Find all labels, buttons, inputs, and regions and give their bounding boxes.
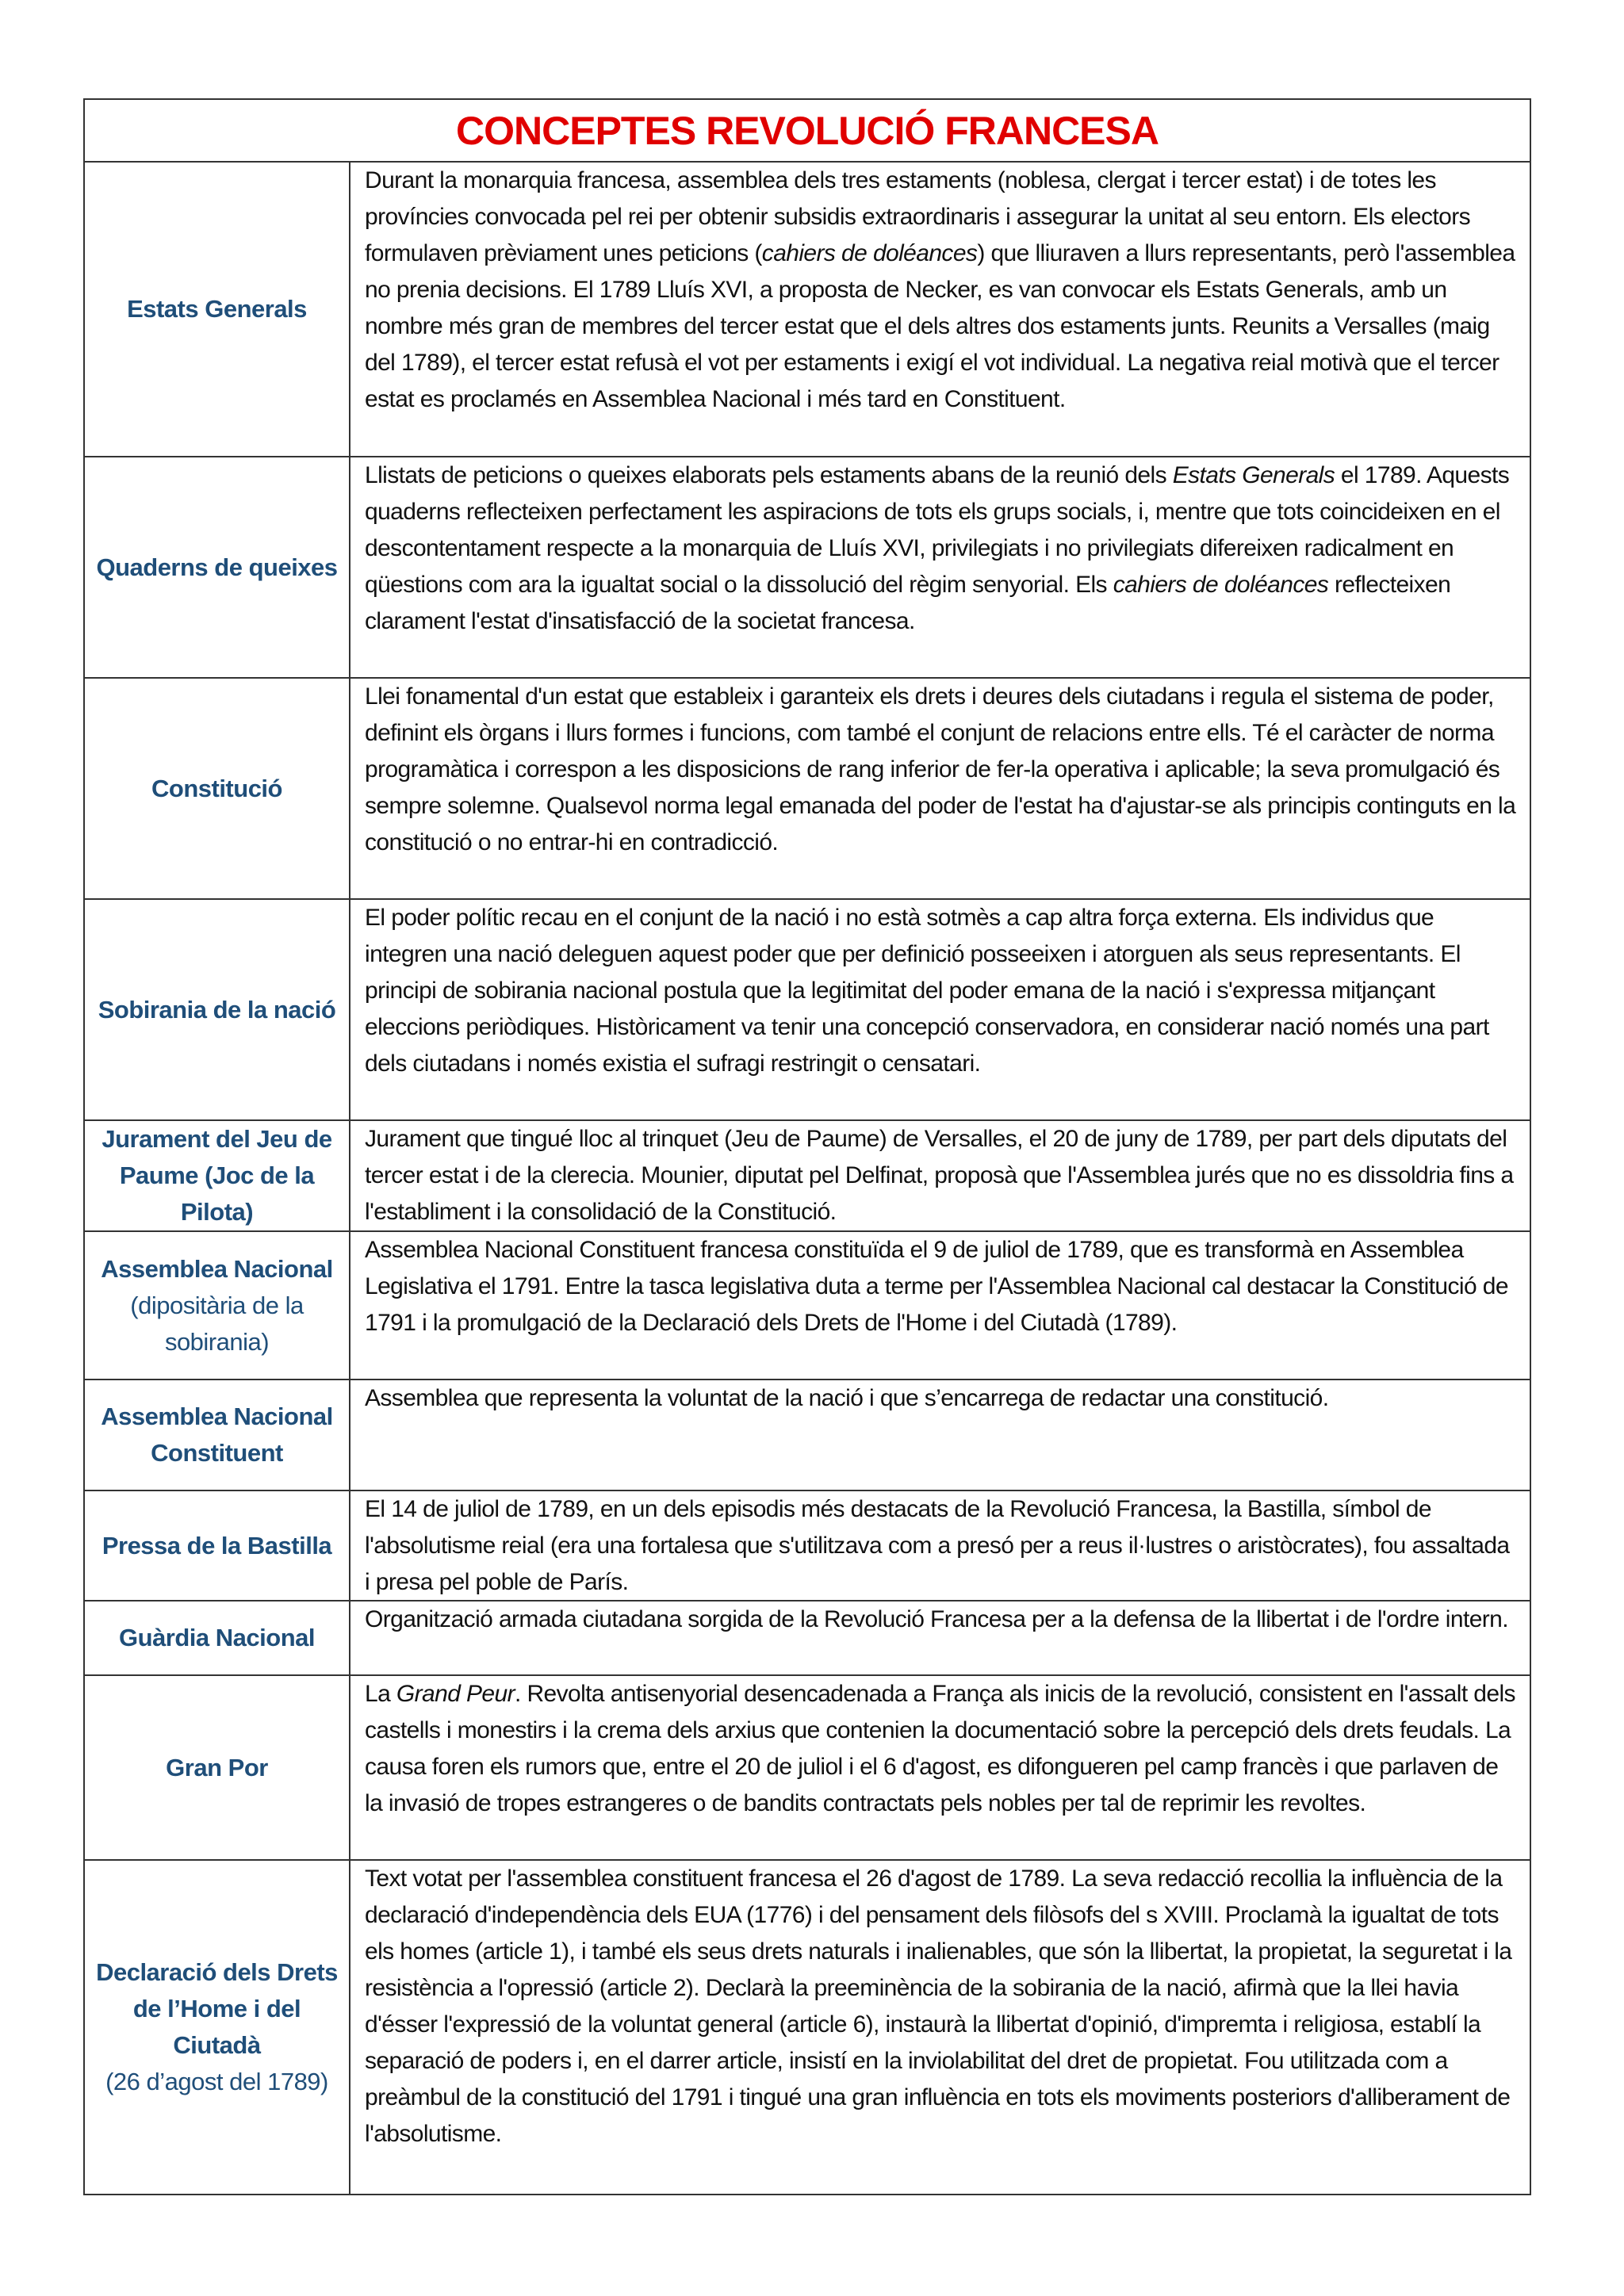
italic-term: Estats Generals <box>1172 462 1335 488</box>
definition-text: Llei fonamental d'un estat que estableix i garanteix els drets i deures dels ciutadans i regula el sistema de poder, definint els òrgans i llurs formes i funcions, com també el conjunt de relacions entre ells. Té el caràcter de norma programàtica i correspon a les disposicions de rang inferior de fer-la operativa i aplicable; la seva promulgació és sempre solemne. Qualsevol norma legal emanada del poder de l'estat ha d'ajustar-se als principis continguts en la constitució o no entrar-hi en contradicció. <box>365 683 1516 855</box>
concept-term-label: Quaderns de queixes <box>96 553 338 581</box>
concept-term <box>85 1491 350 1600</box>
concept-term <box>85 1601 350 1674</box>
page-title: CONCEPTES REVOLUCIÓ FRANCESA <box>456 108 1159 153</box>
concept-term <box>85 1676 350 1859</box>
definition-text: Organització armada ciutadana sorgida de la Revolució Francesa per a la defensa de la llibertat i de l'ordre intern. <box>365 1606 1508 1632</box>
concept-term-label: Pressa de la Bastilla <box>102 1531 332 1559</box>
table-row <box>85 1491 1530 1601</box>
definition-text: . Revolta antisenyorial desencadenada a França als inicis de la revolució, consistent en l'assalt dels castells i monestirs i la crema dels arxius que contenien la documentació sobre la percepció dels drets feudals. La causa foren els rumors que, entre el 20 de juliol i el 6 d'agost, es difongueren pel camp francès i que parlaven de la invasió de tropes estrangeres o de bandits contractats pels nobles per tal de reprimir les revoltes. <box>365 1681 1515 1816</box>
italic-term: cahiers de doléances <box>1113 572 1329 598</box>
definition-text: El poder polític recau en el conjunt de la nació i no està sotmès a cap altra força externa. Els individus que integren una nació deleguen aquest poder que per definició posseeixen i atorguen als seus representants. El principi de sobirania nacional postula que la legitimitat del poder emana de la nació i s'expressa mitjançant eleccions periòdiques. Històricament va tenir una concepció conservadora, en considerar nació només una part dels ciutadans i només existia el sufragi restringit o censatari. <box>365 905 1489 1077</box>
concept-term-label: Assemblea Nacional Constituent <box>101 1402 333 1467</box>
definition-text: reflecteixen clarament l'estat d'insatisfacció de la societat francesa. <box>365 572 1451 634</box>
title-row <box>85 100 1530 163</box>
table-row <box>85 1380 1530 1491</box>
definition-text: el 1789. Aquests quaderns reflecteixen perfectament les aspiracions de tots els grups socials, i, mentre que tots coincideixen en el descontentament respecte a la monarquia de Lluís XVI, privilegiats i no privilegiats difereixen radicalment en qüestions com ara la igualtat social o la dissolució del règim senyorial. Els <box>365 462 1510 598</box>
table-row <box>85 1861 1530 2194</box>
table-row <box>85 1232 1530 1380</box>
concept-term-label: Gran Por <box>166 1753 268 1781</box>
table-row <box>85 163 1530 457</box>
table-body <box>85 163 1530 2194</box>
concept-term-subtitle: (26 d’agost del 1789) <box>105 2068 328 2095</box>
table-row <box>85 457 1530 679</box>
concept-definition <box>350 1232 1530 1379</box>
definition-text: El 14 de juliol de 1789, en un dels episodis més destacats de la Revolució Francesa, la Bastilla, símbol de l'absolutisme reial (era una fortalesa que s'utilitzava com a presó per a reus il·lustres o aristòcrates), fou assaltada i presa pel poble de París. <box>365 1496 1510 1595</box>
concept-term-label: Estats Generals <box>127 295 307 323</box>
concept-term-label: Sobirania de la nació <box>98 995 336 1024</box>
concept-term-label: Assemblea Nacional <box>101 1254 333 1283</box>
concept-term <box>85 900 350 1119</box>
concept-definition <box>350 1601 1530 1674</box>
table-row <box>85 900 1530 1121</box>
concept-definition <box>350 1861 1530 2194</box>
concept-definition <box>350 1380 1530 1490</box>
concept-definition <box>350 679 1530 898</box>
concept-term <box>85 457 350 677</box>
table-row <box>85 1676 1530 1861</box>
concept-definition <box>350 163 1530 456</box>
definition-text: Text votat per l'assemblea constituent francesa el 26 d'agost de 1789. La seva redacció recollia la influència de la declaració d'independència dels EUA (1776) i del pensament dels filòsofs del s XVIII. Proclamà la igualtat de tots els homes (article 1), i també els seus drets naturals i inalienables, que són la llibertat, la propietat, la seguretat i la resistència a l'opressió (article 2). Declarà la preeminència de la sobirania de la nació, afirmà que la llei havia d'ésser l'expressió de la voluntat general (article 6), instaurà la llibertat d'opinió, d'impremta i religiosa, establí la separació de poders i, en el darrer article, insistí en la inviolabilitat del dret de propietat. Fou utilitzada com a preàmbul de la constitució del 1791 i tingué una gran influència en tots els moviments posteriors d'alliberament de l'absolutisme. <box>365 1866 1512 2147</box>
definition-text: Llistats de peticions o queixes elaborats pels estaments abans de la reunió dels <box>365 462 1173 488</box>
table-row <box>85 1601 1530 1676</box>
concept-definition <box>350 457 1530 677</box>
definition-text: ) que lliuraven a llurs representants, però l'assemblea no prenia decisions. El 1789 Lluís XVI, a proposta de Necker, es van convocar els Estats Generals, amb un nombre més gran de membres del tercer estat que el dels altres dos estaments junts. Reunits a Versalles (maig del 1789), el tercer estat refusà el vot per estaments i exigí el vot individual. La negativa reial motivà que el tercer estat es proclamés en Assemblea Nacional i més tard en Constituent. <box>365 240 1515 412</box>
concept-term <box>85 1121 350 1230</box>
concepts-table <box>83 98 1531 2195</box>
concept-term <box>85 679 350 898</box>
concept-term <box>85 1861 350 2194</box>
concept-term-label: Declaració dels Drets de l’Home i del Ciutadà <box>96 1958 338 2059</box>
definition-text: Jurament que tingué lloc al trinquet (Jeu de Paume) de Versalles, el 20 de juny de 1789, per part dels diputats del tercer estat i de la clerecia. Mounier, diputat pel Delfinat, proposà que l'Assemblea jurés que no es dissoldria fins a l'establiment i la consolidació de la Constitució. <box>365 1126 1514 1225</box>
definition-text: La <box>365 1681 396 1707</box>
definition-text: Assemblea Nacional Constituent francesa constituïda el 9 de juliol de 1789, que es transformà en Assemblea Legislativa el 1791. Entre la tasca legislativa duta a terme per l'Assemblea Nacional cal destacar la Constitució de 1791 i la promulgació de la Declaració dels Drets de l'Home i del Ciutadà (1789). <box>365 1237 1508 1336</box>
table-row <box>85 679 1530 900</box>
concept-definition <box>350 1121 1530 1230</box>
concept-term-label: Guàrdia Nacional <box>119 1624 315 1651</box>
definition-text: Assemblea que representa la voluntat de la nació i que s’encarrega de redactar una constitució. <box>365 1385 1329 1411</box>
concept-definition <box>350 1491 1530 1600</box>
concept-term <box>85 1380 350 1490</box>
concept-definition <box>350 1676 1530 1859</box>
concept-term <box>85 163 350 456</box>
concept-term <box>85 1232 350 1379</box>
concept-term-label: Jurament del Jeu de Paume (Joc de la Pilota) <box>102 1125 332 1226</box>
concept-definition <box>350 900 1530 1119</box>
italic-term: cahiers de doléances <box>761 240 978 266</box>
concept-term-subtitle: (dipositària de la sobirania) <box>130 1291 304 1356</box>
concept-term-label: Constitució <box>151 774 282 802</box>
table-row <box>85 1121 1530 1232</box>
italic-term: Grand Peur <box>396 1681 515 1707</box>
definition-text: Durant la monarquia francesa, assemblea dels tres estaments (noblesa, clergat i tercer estat) i de totes les províncies convocada pel rei per obtenir subsidis extraordinaris i assegurar la unitat al seu entorn. Els electors formulaven prèviament unes peticions ( <box>365 167 1471 266</box>
